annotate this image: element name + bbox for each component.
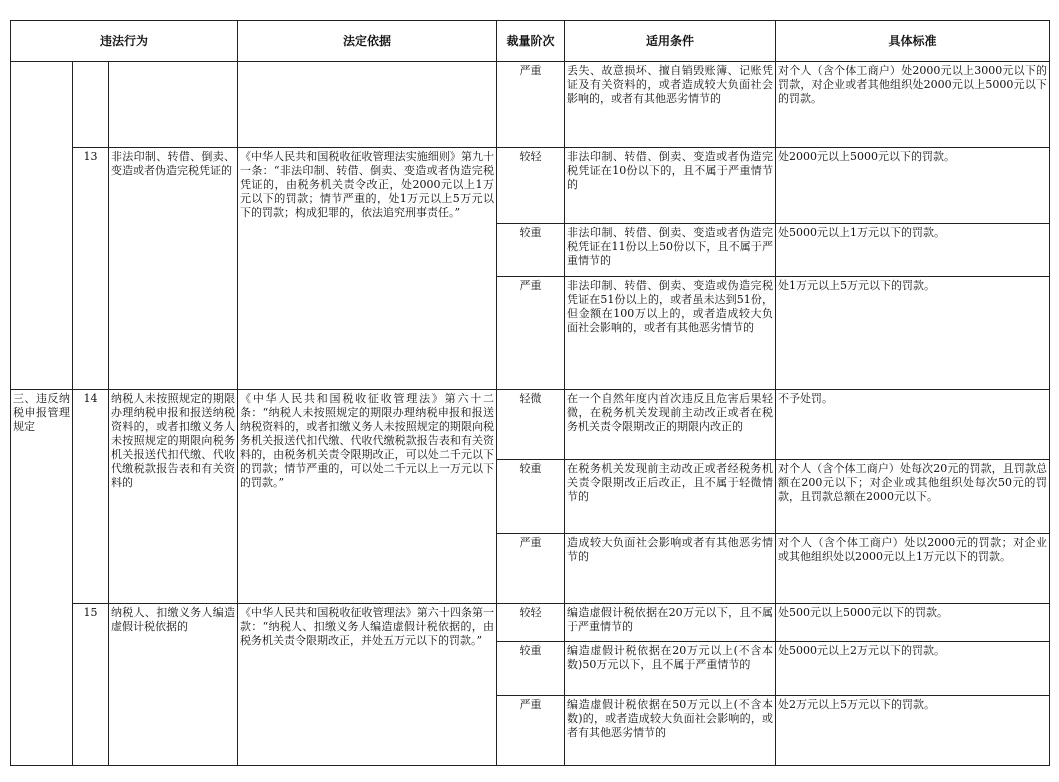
standard-cell: 处2000元以上5000元以下的罚款。 <box>776 148 1050 224</box>
level-cell: 较重 <box>497 224 565 277</box>
behavior-cell: 非法印制、转借、倒卖、变造或者伪造完税凭证的 <box>109 148 238 390</box>
table-row <box>11 604 1050 642</box>
header-basis: 法定依据 <box>238 21 497 62</box>
basis-cell <box>238 62 497 148</box>
standard-cell: 处1万元以上5万元以下的罚款。 <box>776 277 1050 390</box>
level-cell: 较轻 <box>497 148 565 224</box>
penalty-discretion-table <box>10 20 1050 766</box>
standard-cell: 对个人（含个体工商户）处2000元以上3000元以下的罚款，对企业或者其他组织处2000元以上5000元以下的罚款。 <box>776 62 1050 148</box>
condition-cell: 丢失、故意损坏、擅自销毁账簿、记账凭证及有关资料的，或者造成较大负面社会影响的，或者有其他恶劣情节的 <box>565 62 776 148</box>
table-row <box>11 390 1050 460</box>
level-cell: 较轻 <box>497 604 565 642</box>
item-number <box>73 62 109 148</box>
header-condition: 适用条件 <box>565 21 776 62</box>
basis-cell: 《中华人民共和国税收征收管理法实施细则》第九十一条：“非法印制、转借、倒卖、变造或者伪造完税凭证的，由税务机关责令改正，处2000元以上1万元以下的罚款；情节严重的，处1万元以上5万元以下的罚款；构成犯罪的，依法追究刑事责任。” <box>238 148 497 390</box>
behavior-cell <box>109 62 238 148</box>
standard-cell: 处5000元以上1万元以下的罚款。 <box>776 224 1050 277</box>
table-row <box>11 62 1050 148</box>
level-cell: 轻微 <box>497 390 565 460</box>
condition-cell: 非法印制、转借、倒卖、变造或者伪造完税凭证在11份以上50份以下，且不属于严重情节的 <box>565 224 776 277</box>
header-level: 裁量阶次 <box>497 21 565 62</box>
standard-cell: 对个人（含个体工商户）处以2000元的罚款；对企业或其他组织处以2000元以上1万元以下的罚款。 <box>776 534 1050 604</box>
header-behavior: 违法行为 <box>11 21 238 62</box>
basis-cell: 《中华人民共和国税收征收管理法》第六十二条：“纳税人未按照规定的期限办理纳税申报和报送纳税资料的，或者扣缴义务人未按照规定的期限向税务机关报送代扣代缴、代收代缴税款报告表和有关资料的，由税务机关责令限期改正，可以处二千元以下的罚款；情节严重的，可以处二千元以上一万元以下的罚款。” <box>238 390 497 604</box>
behavior-cell: 纳税人、扣缴义务人编造虚假计税依据的 <box>109 604 238 766</box>
level-cell: 严重 <box>497 277 565 390</box>
header-standard: 具体标准 <box>776 21 1050 62</box>
condition-cell: 在税务机关发现前主动改正或者经税务机关责令限期改正后改正，且不属于轻微情节的 <box>565 460 776 534</box>
table-row <box>11 148 1050 224</box>
standard-cell: 对个人（含个体工商户）处每次20元的罚款，且罚款总额在200元以下；对企业或其他组织处每次50元的罚款，且罚款总额在2000元以下。 <box>776 460 1050 534</box>
level-cell: 严重 <box>497 62 565 148</box>
category-cell <box>11 62 73 390</box>
level-cell: 严重 <box>497 534 565 604</box>
item-number: 13 <box>73 148 109 390</box>
condition-cell: 非法印制、转借、倒卖、变造或伪造完税凭证在51份以上的，或者虽未达到51份，但金额在100万以上的，或者造成较大负面社会影响的，或者有其他恶劣情节的 <box>565 277 776 390</box>
standard-cell: 处500元以上5000元以下的罚款。 <box>776 604 1050 642</box>
header-row <box>11 21 1050 62</box>
category-cell: 三、违反纳税申报管理规定 <box>11 390 73 766</box>
condition-cell: 在一个自然年度内首次违反且危害后果轻微，在税务机关发现前主动改正或者在税务机关责令限期改正的期限内改正的 <box>565 390 776 460</box>
standard-cell: 不予处罚。 <box>776 390 1050 460</box>
condition-cell: 造成较大负面社会影响或者有其他恶劣情节的 <box>565 534 776 604</box>
item-number: 15 <box>73 604 109 766</box>
level-cell: 严重 <box>497 696 565 766</box>
standard-cell: 处2万元以上5万元以下的罚款。 <box>776 696 1050 766</box>
level-cell: 较重 <box>497 460 565 534</box>
condition-cell: 编造虚假计税依据在50万元以上(不含本数)的，或者造成较大负面社会影响的，或者有其他恶劣情节的 <box>565 696 776 766</box>
condition-cell: 编造虚假计税依据在20万元以下，且不属于严重情节的 <box>565 604 776 642</box>
basis-cell: 《中华人民共和国税收征收管理法》第六十四条第一款：“纳税人、扣缴义务人编造虚假计税依据的，由税务机关责令限期改正，并处五万元以下的罚款。” <box>238 604 497 766</box>
condition-cell: 非法印制、转借、倒卖、变造或者伪造完税凭证在10份以下的，且不属于严重情节的 <box>565 148 776 224</box>
standard-cell: 处5000元以上2万元以下的罚款。 <box>776 642 1050 696</box>
item-number: 14 <box>73 390 109 604</box>
level-cell: 较重 <box>497 642 565 696</box>
behavior-cell: 纳税人未按照规定的期限办理纳税申报和报送纳税资料的，或者扣缴义务人未按照规定的期限向税务机关报送代扣代缴、代收代缴税款报告表和有关资料的 <box>109 390 238 604</box>
condition-cell: 编造虚假计税依据在20万元以上(不含本数)50万元以下，且不属于严重情节的 <box>565 642 776 696</box>
